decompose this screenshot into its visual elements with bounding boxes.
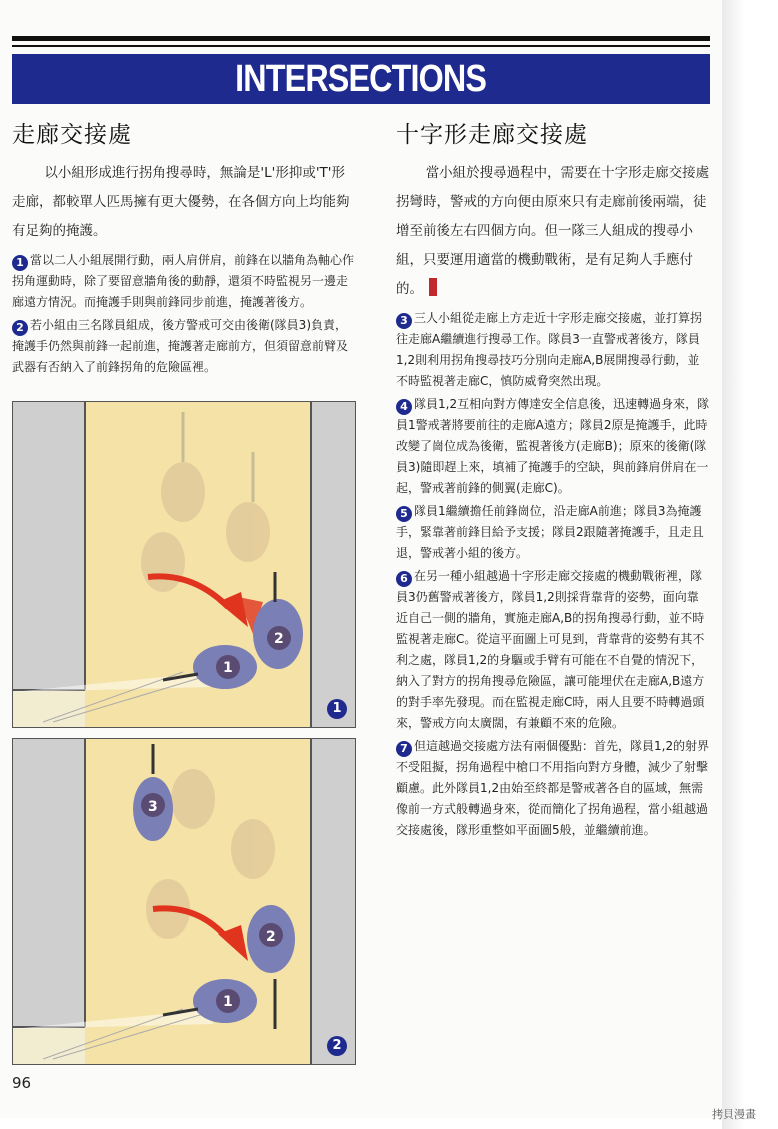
figure-2-drawing	[13, 739, 355, 1064]
figure-1-illustration	[12, 401, 356, 728]
left-intro: 以小組形成進行拐角搜尋時，無論是'L'形抑或'T'形走廊，都較單人匹馬擁有更大優勢，在各個方向上均能夠有足夠的掩護。	[12, 165, 350, 239]
left-column	[12, 110, 354, 380]
top-rule-thin	[12, 45, 710, 47]
figure-1-drawing	[13, 402, 355, 727]
marker-1: 1	[223, 660, 233, 676]
left-paragraph-1	[12, 250, 354, 313]
step-number-badge: 3	[396, 313, 412, 329]
page-number: 96	[12, 1074, 32, 1092]
wall-left	[13, 739, 85, 1027]
marker-1: 1	[223, 994, 233, 1010]
marker-3: 3	[148, 799, 158, 815]
right-paragraph-3	[396, 308, 710, 392]
watermark: 拷貝漫畫	[712, 1108, 756, 1121]
right-paragraph-5	[396, 501, 710, 564]
right-paragraph-5-text: 隊員1繼續擔任前鋒崗位，沿走廊A前進；隊員3為掩護手，緊靠著前鋒目給予支援；隊員2跟隨著掩護手，且走且退，警戒著小組的後方。	[396, 504, 704, 560]
step-number-badge: 5	[396, 506, 412, 522]
right-column	[396, 110, 710, 843]
step-number-badge: 1	[12, 255, 28, 271]
marker-2: 2	[274, 631, 284, 647]
left-heading: 走廊交接處	[12, 122, 132, 148]
left-paragraph-1-text: 當以二人小組展開行動，兩人肩併肩，前鋒在以牆角為軸心作拐角運動時，除了要留意牆角後的動靜，還須不時監視另一邊走廊遠方情況。而掩護手則與前鋒同步前進，掩護著後方。	[12, 253, 355, 309]
left-paragraph-2	[12, 315, 354, 378]
section-banner	[12, 54, 710, 104]
right-paragraph-6	[396, 566, 710, 734]
left-paragraph-2-text: 若小組由三名隊員組成，後方警戒可交由後衛(隊員3)負責，掩護手仍然與前鋒一起前進，掩護著走廊前方，但須留意前臂及武器有否納入了前鋒拐角的危險區裡。	[12, 318, 349, 374]
step-number-badge: 6	[396, 571, 412, 587]
right-paragraph-7-text: 但這越過交接處方法有兩個優點：首先，隊員1,2的射界不受阻擬，拐角過程中槍口不用指向對方身體，減少了射擊顧慮。此外隊員1,2由始至終都是警戒著各自的區域，無需像前一方式般轉過身來，從而簡化了拐角過程，當小組越過交接處後，隊形重整如平面圖5般，並繼續前進。	[396, 739, 710, 837]
banner-title: INTERSECTIONS	[235, 57, 487, 100]
wall-right	[311, 402, 355, 727]
book-spine-shadow	[722, 0, 778, 1129]
right-heading: 十字形走廊交接處	[396, 122, 588, 148]
step-number-badge: 7	[396, 741, 412, 757]
figure-number: 1	[327, 699, 347, 719]
right-intro	[396, 159, 710, 304]
figure-number: 2	[327, 1036, 347, 1056]
wall-left	[13, 402, 85, 690]
right-paragraph-4-text: 隊員1,2互相向對方傳達安全信息後，迅速轉過身來，隊員1警戒著將要前往的走廊A遠方；隊員2原是掩護手，此時改變了崗位成為後衛，監視著後方(走廊B)；原來的後衛(隊員3)隨即趕上來，填補了掩護手的空缺，與前鋒肩併肩在一起，警戒著前鋒的側翼(走廊C)。	[396, 397, 710, 495]
right-paragraph-7	[396, 736, 710, 841]
step-number-badge: 4	[396, 399, 412, 415]
top-rule	[12, 36, 710, 41]
right-paragraph-6-text: 在另一種小組越過十字形走廊交接處的機動戰術裡，隊員3仍舊警戒著後方，隊員1,2則採背靠背的姿勢，面向靠近自己一側的牆角，實施走廊A,B的拐角搜尋行動，並不時監視著走廊C。從這平面圖上可見到，背靠背的姿勢有其不利之處，隊員1,2的身驅或手臂有可能在不自覺的情況下，納入了對方的拐角搜尋危險區，讓可能埋伏在走廊A,B遠方的對手率先發現。而在監視走廊C時，兩人且要不時轉過頭來，警戒方向太廣闊，有兼顧不來的危險。	[396, 569, 705, 730]
step-number-badge: 2	[12, 320, 28, 336]
right-intro-text: 當小組於搜尋過程中，需要在十字形走廊交接處拐彎時，警戒的方向便由原來只有走廊前後兩端，徒增至前後左右四個方向。但一隊三人組成的搜尋小組，只要運用適當的機動戰術，是有足夠人手應付的。	[396, 165, 710, 297]
red-marker	[429, 278, 437, 296]
figure-2-illustration	[12, 738, 356, 1065]
right-paragraph-4	[396, 394, 710, 499]
right-paragraph-3-text: 三人小組從走廊上方走近十字形走廊交接處，並打算拐往走廊A繼續進行搜尋工作。隊員3一直警戒著後方，隊員1,2則利用拐角搜尋技巧分別向走廊A,B展開搜尋行動，並不時監視著走廊C，慎防威脅突然出現。	[396, 311, 703, 388]
wall-right	[311, 739, 355, 1064]
marker-2: 2	[266, 929, 276, 945]
